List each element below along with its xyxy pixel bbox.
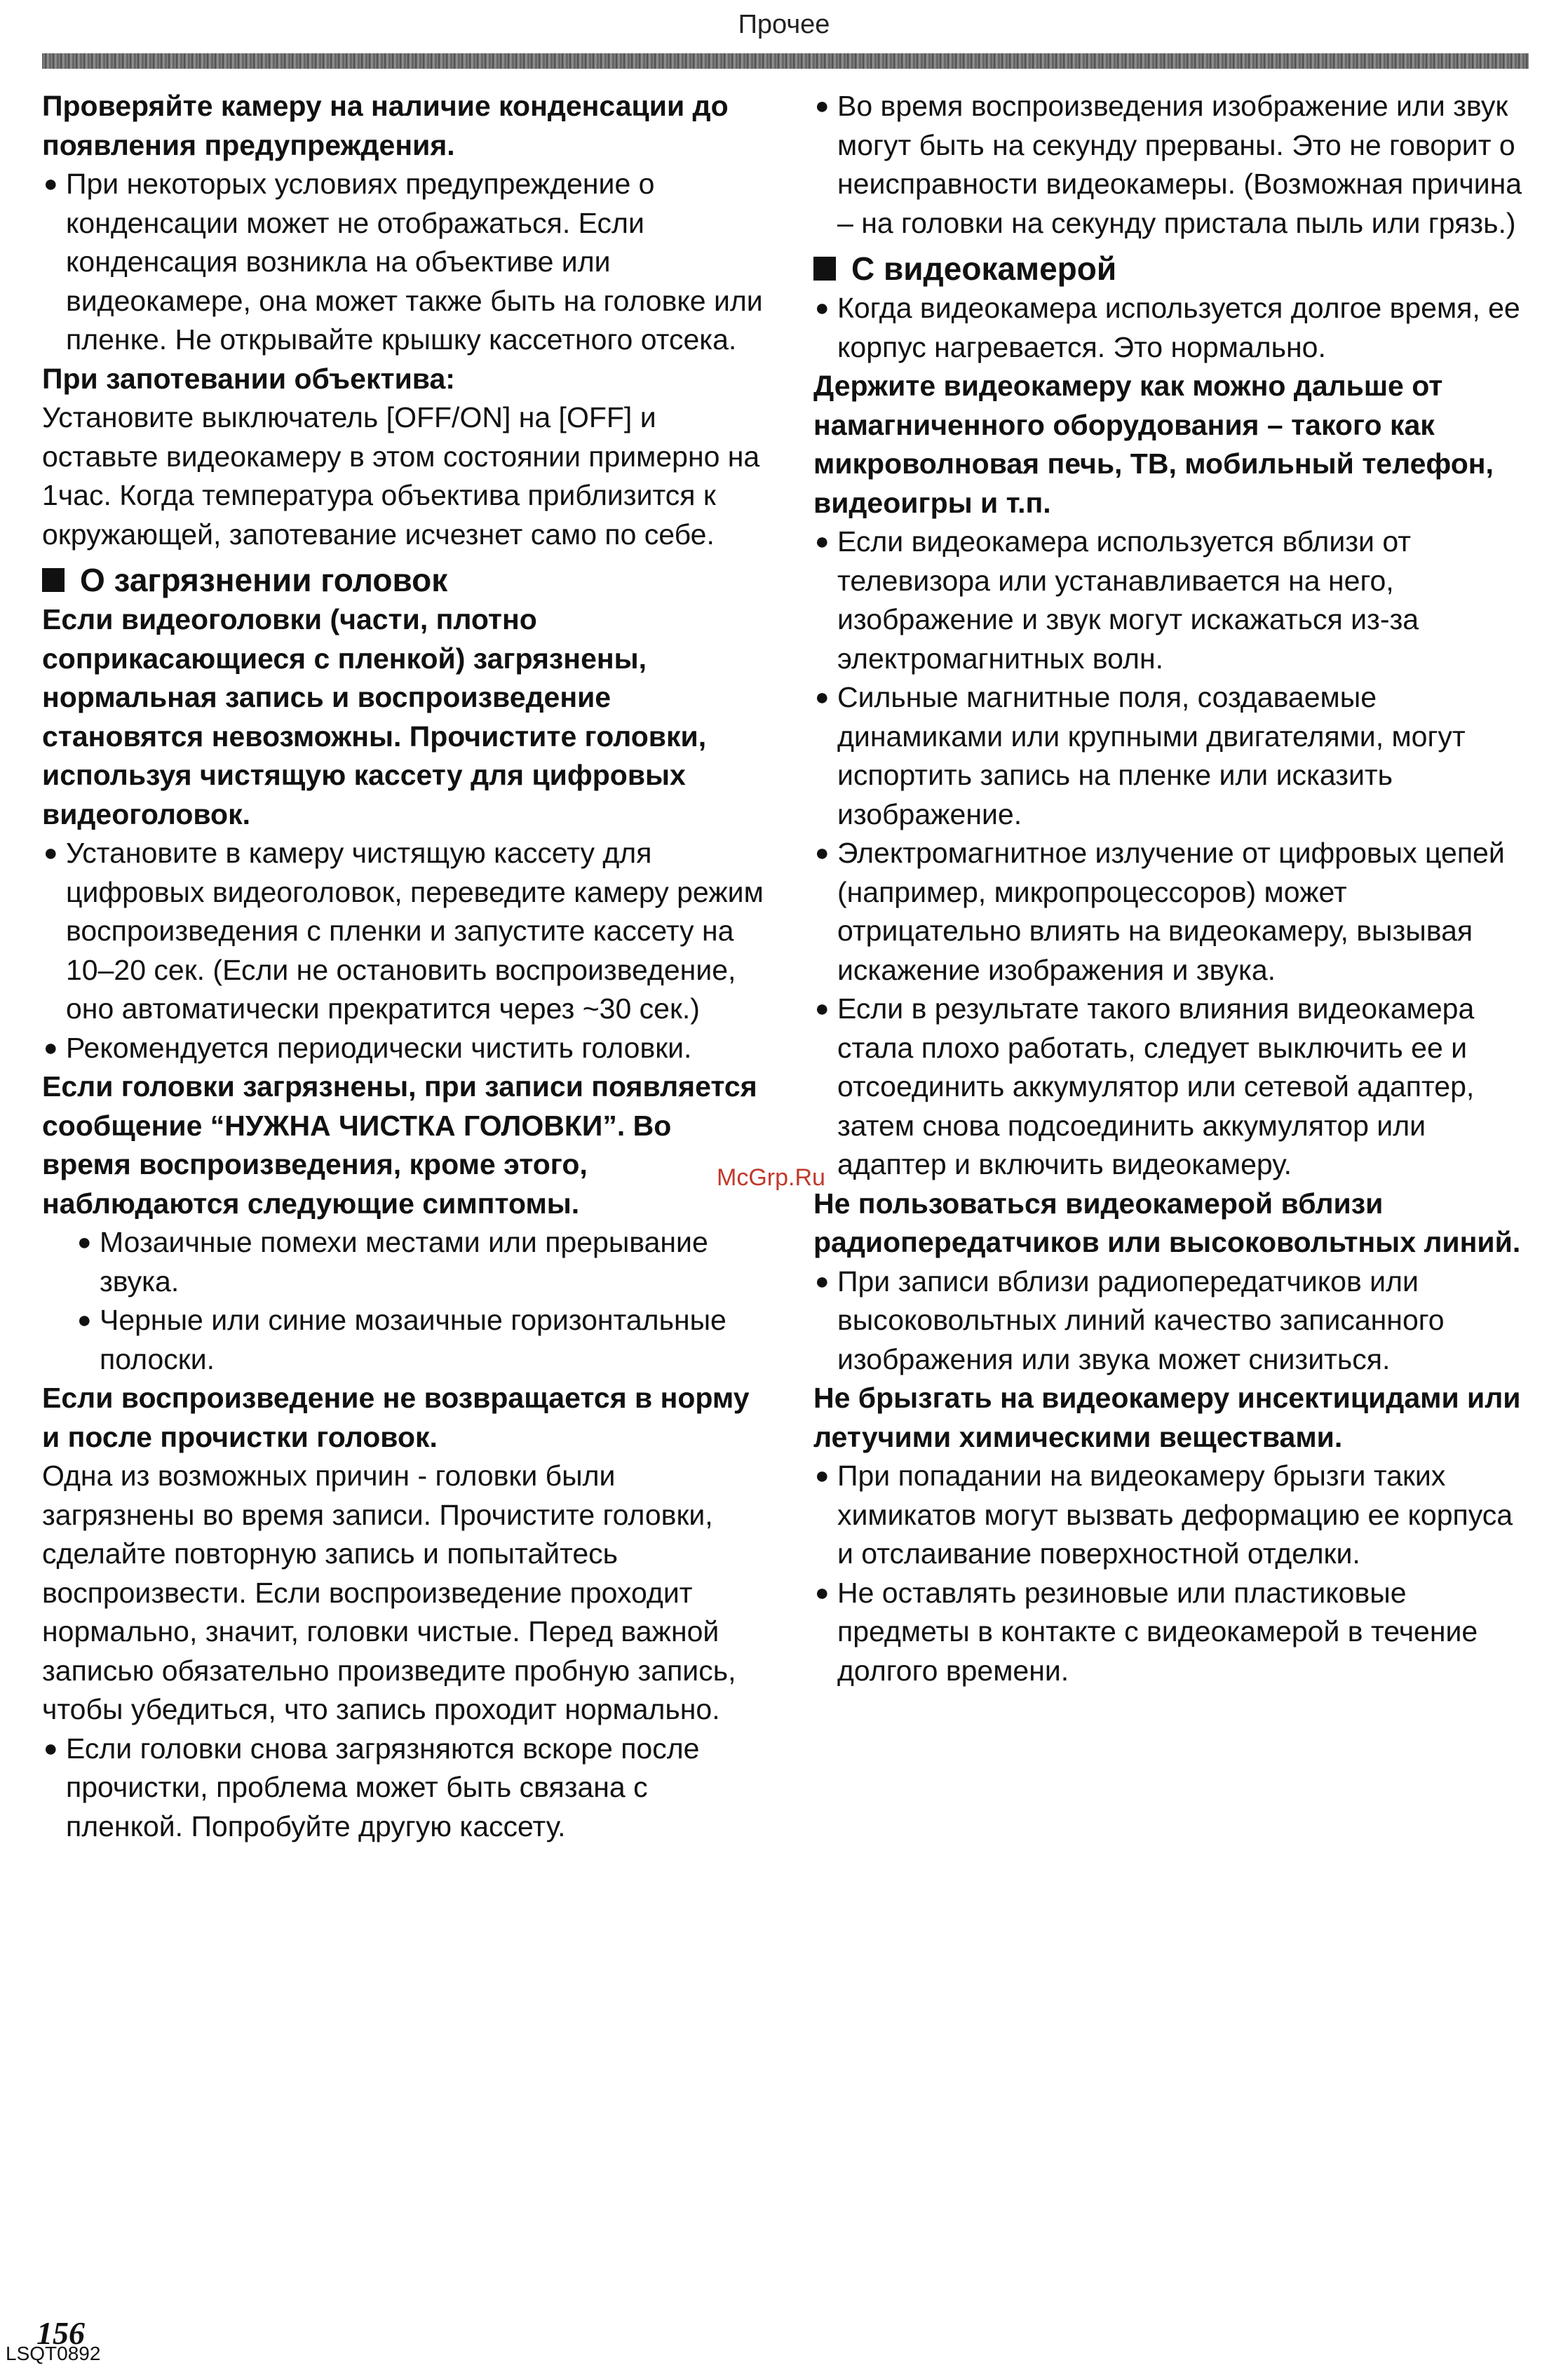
bullet-icon: ●	[43, 1734, 58, 1762]
chemicals-subheading: Не брызгать на видеокамеру инсектицидами или летучими химическими веществами.	[813, 1382, 1521, 1453]
playback-not-normal-subheading: Если воспроизведение не возвращается в норму и после прочистки головок.	[42, 1382, 750, 1453]
section-square-icon	[813, 257, 836, 281]
cleaning-cassette-bullet: ● Установите в камеру чистящую кассету для цифровых видеоголовок, переведите камеру режим воспроизведения с пленки и запустите кассету на 10–20 сек. (Если не остановить воспроизведение, оно автоматически прекратится через ~30 сек.)	[42, 834, 764, 1029]
header-divider-bar	[42, 53, 1529, 69]
lens-fog-text: Установите выключатель [OFF/ON] на [OFF] и оставьте видеокамеру в этом состоянии примерно на 1час. Когда температура объектива приблизится к окружающей, запотевание исчезнет само по себе.	[42, 401, 760, 551]
right-column	[813, 87, 1536, 1690]
document-code: LSQT0892	[6, 2343, 101, 2364]
periodic-cleaning-bullet: ● Рекомендуется периодически чистить головки.	[42, 1029, 764, 1068]
rubber-objects-bullet: ● Не оставлять резиновые или пластиковые предметы в контакте с видеокамерой в течение долгого времени.	[813, 1574, 1536, 1691]
section-square-icon	[42, 568, 65, 592]
radio-transmitters-subheading: Не пользоваться видеокамерой вблизи радиопередатчиков или высоковольтных линий.	[813, 1187, 1521, 1258]
symptom-bullet-mosaic: ● Мозаичные помехи местами или прерывание звука.	[76, 1223, 764, 1301]
bullet-icon: ●	[815, 1579, 830, 1606]
left-column	[42, 87, 764, 1846]
bullet-icon: ●	[815, 93, 830, 119]
section-heading-camera: С видеокамерой	[813, 248, 1536, 289]
playback-interrupt-bullet: ● Во время воспроизведения изображение или звук могут быть на секунду прерваны. Это не говорит о неисправности видеокамеры. (Возможная причина – на головки на секунду пристала пыль или грязь.)	[813, 87, 1536, 243]
bullet-icon: ●	[43, 1034, 58, 1061]
bullet-icon: ●	[815, 1267, 830, 1295]
condensation-bullet: ● При некоторых условиях предупреждение о конденсации может не отображаться. Если конденсация возникла на объективе или видеокамере, она может также быть на головке или пленке. Не открывайте крышку кассетного отсека.	[42, 165, 764, 360]
bullet-icon: ●	[77, 1307, 92, 1333]
bullet-icon: ●	[815, 295, 830, 321]
cleaning-message-note: Если головки загрязнены, при записи появляется сообщение “НУЖНА ЧИСТКА ГОЛОВКИ”. Во время воспроизведения, кроме этого, наблюдаются следующие симптомы.	[42, 1070, 757, 1220]
lens-fog-subheading: При запотевании объектива:	[42, 362, 455, 395]
chemical-spray-bullet: ● При попадании на видеокамеру брызги таких химикатов могут вызвать деформацию ее корпуса и отслаивание поверхностной отделки.	[813, 1457, 1536, 1574]
watermark: McGrp.Ru	[717, 1164, 825, 1191]
bullet-icon: ●	[77, 1229, 92, 1255]
camera-heat-bullet: ● Когда видеокамера используется долгое время, ее корпус нагревается. Это нормально.	[813, 289, 1536, 367]
page-header-title: Прочее	[738, 10, 830, 39]
magnetic-equipment-subheading: Держите видеокамеру как можно дальше от намагниченного оборудования – такого как микроволновая печь, ТВ, мобильный телефон, видеоигры и т.п.	[813, 370, 1494, 519]
tape-problem-bullet: ● Если головки снова загрязняются вскоре после прочистки, проблема может быть связана с пленкой. Попробуйте другую кассету.	[42, 1730, 764, 1847]
page-number: 156	[36, 2315, 85, 2351]
bullet-icon: ●	[815, 528, 830, 555]
playback-not-normal-text: Одна из возможных причин - головки были загрязнены во время записи. Прочистите головки, сделайте повторную запись и попытайтесь воспроизвести. Если воспроизведение проходит нормально, значит, головки чистые. Перед важной записью обязательно произведите пробную запись, чтобы убедиться, что запись проходит нормально.	[42, 1460, 736, 1725]
tv-interference-bullet: ● Если видеокамера используется вблизи от телевизора или устанавливается на него, изображение и звук могут искажаться из-за электромагнитных волн.	[813, 523, 1536, 678]
section-heading-head-dirt: О загрязнении головок	[42, 560, 764, 600]
head-dirt-intro: Если видеоголовки (части, плотно соприкасающиеся с пленкой) загрязнены, нормальная запись и воспроизведение становятся невозможны. Прочистите головки, используя чистящую кассету для цифровых видеоголовок.	[42, 603, 707, 830]
bullet-icon: ●	[815, 995, 830, 1022]
bullet-icon: ●	[815, 684, 830, 710]
condensation-check-note: Проверяйте камеру на наличие конденсации до появления предупреждения.	[42, 90, 729, 161]
radio-quality-bullet: ● При записи вблизи радиопередатчиков или высоковольтных линий качество записанного изображения или звука может снизиться.	[813, 1262, 1536, 1380]
symptom-bullet-stripes: ● Черные или синие мозаичные горизонтальные полоски.	[76, 1301, 764, 1379]
magnetic-fields-bullet: ● Сильные магнитные поля, создаваемые динамиками или крупными двигателями, могут испортить запись на пленке или исказить изображение.	[813, 678, 1536, 834]
bullet-icon: ●	[815, 840, 830, 866]
bullet-icon: ●	[43, 170, 58, 197]
reset-camera-bullet: ● Если в результате такого влияния видеокамера стала плохо работать, следует выключить ее и отсоединить аккумулятор или сетевой адаптер, затем снова подсоединить аккумулятор или адаптер и включить видеокамеру.	[813, 990, 1536, 1185]
digital-circuits-bullet: ● Электромагнитное излучение от цифровых цепей (например, микропроцессоров) может отрицательно влиять на видеокамеру, вызывая искажение изображения и звука.	[813, 834, 1536, 990]
bullet-icon: ●	[43, 840, 58, 866]
bullet-icon: ●	[815, 1462, 830, 1489]
